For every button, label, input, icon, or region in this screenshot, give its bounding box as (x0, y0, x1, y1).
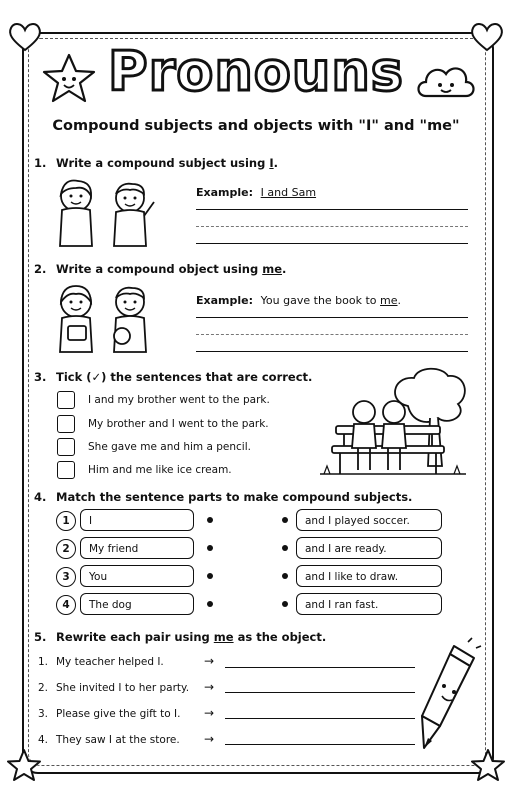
match-left-item[interactable]: The dog (80, 593, 194, 615)
question-text-end: . (282, 262, 287, 276)
match-dot[interactable] (282, 545, 288, 551)
park-bench-illustration (318, 366, 468, 480)
sentence-option: My brother and I went to the park. (88, 418, 269, 430)
question-number: 2. (34, 262, 47, 276)
checkbox[interactable] (57, 438, 75, 456)
example-value: I and Sam (260, 186, 317, 199)
match-left-item[interactable]: My friend (80, 537, 194, 559)
match-dot[interactable] (282, 517, 288, 523)
checkbox[interactable] (57, 461, 75, 479)
rewrite-number: 4. (38, 734, 49, 746)
children-illustration (48, 176, 158, 252)
star-icon (6, 748, 42, 782)
question-1 (34, 156, 278, 170)
example-text: You gave the book to (260, 294, 381, 307)
match-right-item[interactable]: and I like to draw. (296, 565, 442, 587)
match-left-item[interactable]: I (80, 509, 194, 531)
children-illustration (48, 282, 158, 358)
answer-line[interactable] (196, 243, 468, 244)
page-title: Pronouns (108, 40, 404, 103)
rewrite-sentence: My teacher helped I. (56, 656, 164, 668)
checkbox[interactable] (57, 391, 75, 409)
match-number: 3 (56, 567, 76, 587)
match-right-item[interactable]: and I ran fast. (296, 593, 442, 615)
match-number: 1 (56, 511, 76, 531)
title-banner (96, 40, 416, 104)
match-number: 4 (56, 595, 76, 615)
question-5 (34, 630, 326, 644)
example-label: Example: (196, 294, 253, 307)
arrow-icon: → (204, 706, 215, 720)
question-keyword: I (269, 156, 274, 170)
smiling-pencil-icon (418, 640, 484, 758)
question-text: Match the sentence parts to make compound subjects. (56, 490, 413, 504)
rewrite-number: 2. (38, 682, 49, 694)
question-keyword: me (213, 630, 234, 644)
example-2 (196, 294, 401, 307)
checkbox[interactable] (57, 415, 75, 433)
match-number: 2 (56, 539, 76, 559)
rewrite-number: 1. (38, 656, 49, 668)
rewrite-sentence: Please give the gift to I. (56, 708, 181, 720)
rewrite-number: 3. (38, 708, 49, 720)
match-dot[interactable] (282, 601, 288, 607)
question-keyword: me (262, 262, 283, 276)
smiling-star-icon (40, 52, 98, 106)
question-number: 1. (34, 156, 47, 170)
example-keyword: me (380, 294, 398, 307)
match-dot[interactable] (207, 517, 213, 523)
question-text: Write a compound object using (56, 262, 263, 276)
rewrite-sentence: She invited I to her party. (56, 682, 190, 694)
answer-line[interactable] (225, 718, 415, 719)
rewrite-sentence: They saw I at the store. (56, 734, 180, 746)
page-subtitle: Compound subjects and objects with "I" and "me" (52, 118, 460, 134)
answer-line[interactable] (196, 317, 468, 318)
question-text: Write a compound subject using (56, 156, 270, 170)
answer-guide-line (196, 226, 468, 227)
match-dot[interactable] (207, 573, 213, 579)
match-dot[interactable] (207, 601, 213, 607)
heart-icon (8, 22, 42, 52)
answer-line[interactable] (196, 351, 468, 352)
sentence-option: She gave me and him a pencil. (88, 441, 251, 453)
arrow-icon: → (204, 680, 215, 694)
match-dot[interactable] (282, 573, 288, 579)
sentence-option: Him and me like ice cream. (88, 464, 232, 476)
question-number: 3. (34, 370, 47, 384)
question-text: Tick (✓) the sentences that are correct. (56, 370, 313, 384)
answer-line[interactable] (196, 209, 468, 210)
answer-line[interactable] (225, 744, 415, 745)
question-number: 5. (34, 630, 47, 644)
answer-guide-line (196, 334, 468, 335)
arrow-icon: → (204, 732, 215, 746)
example-text-end: . (397, 294, 402, 307)
question-text-end: as the object. (233, 630, 327, 644)
question-text-end: . (273, 156, 278, 170)
sentence-option: I and my brother went to the park. (88, 394, 270, 406)
match-dot[interactable] (207, 545, 213, 551)
heart-icon (470, 22, 504, 52)
question-2 (34, 262, 286, 276)
smiling-cloud-icon (414, 58, 476, 102)
answer-line[interactable] (225, 692, 415, 693)
question-3 (34, 370, 312, 384)
match-left-item[interactable]: You (80, 565, 194, 587)
answer-line[interactable] (225, 667, 415, 668)
match-right-item[interactable]: and I are ready. (296, 537, 442, 559)
match-right-item[interactable]: and I played soccer. (296, 509, 442, 531)
example-1 (196, 186, 316, 199)
question-number: 4. (34, 490, 47, 504)
question-4 (34, 490, 412, 504)
arrow-icon: → (204, 654, 215, 668)
example-label: Example: (196, 186, 253, 199)
question-text: Rewrite each pair using (56, 630, 214, 644)
